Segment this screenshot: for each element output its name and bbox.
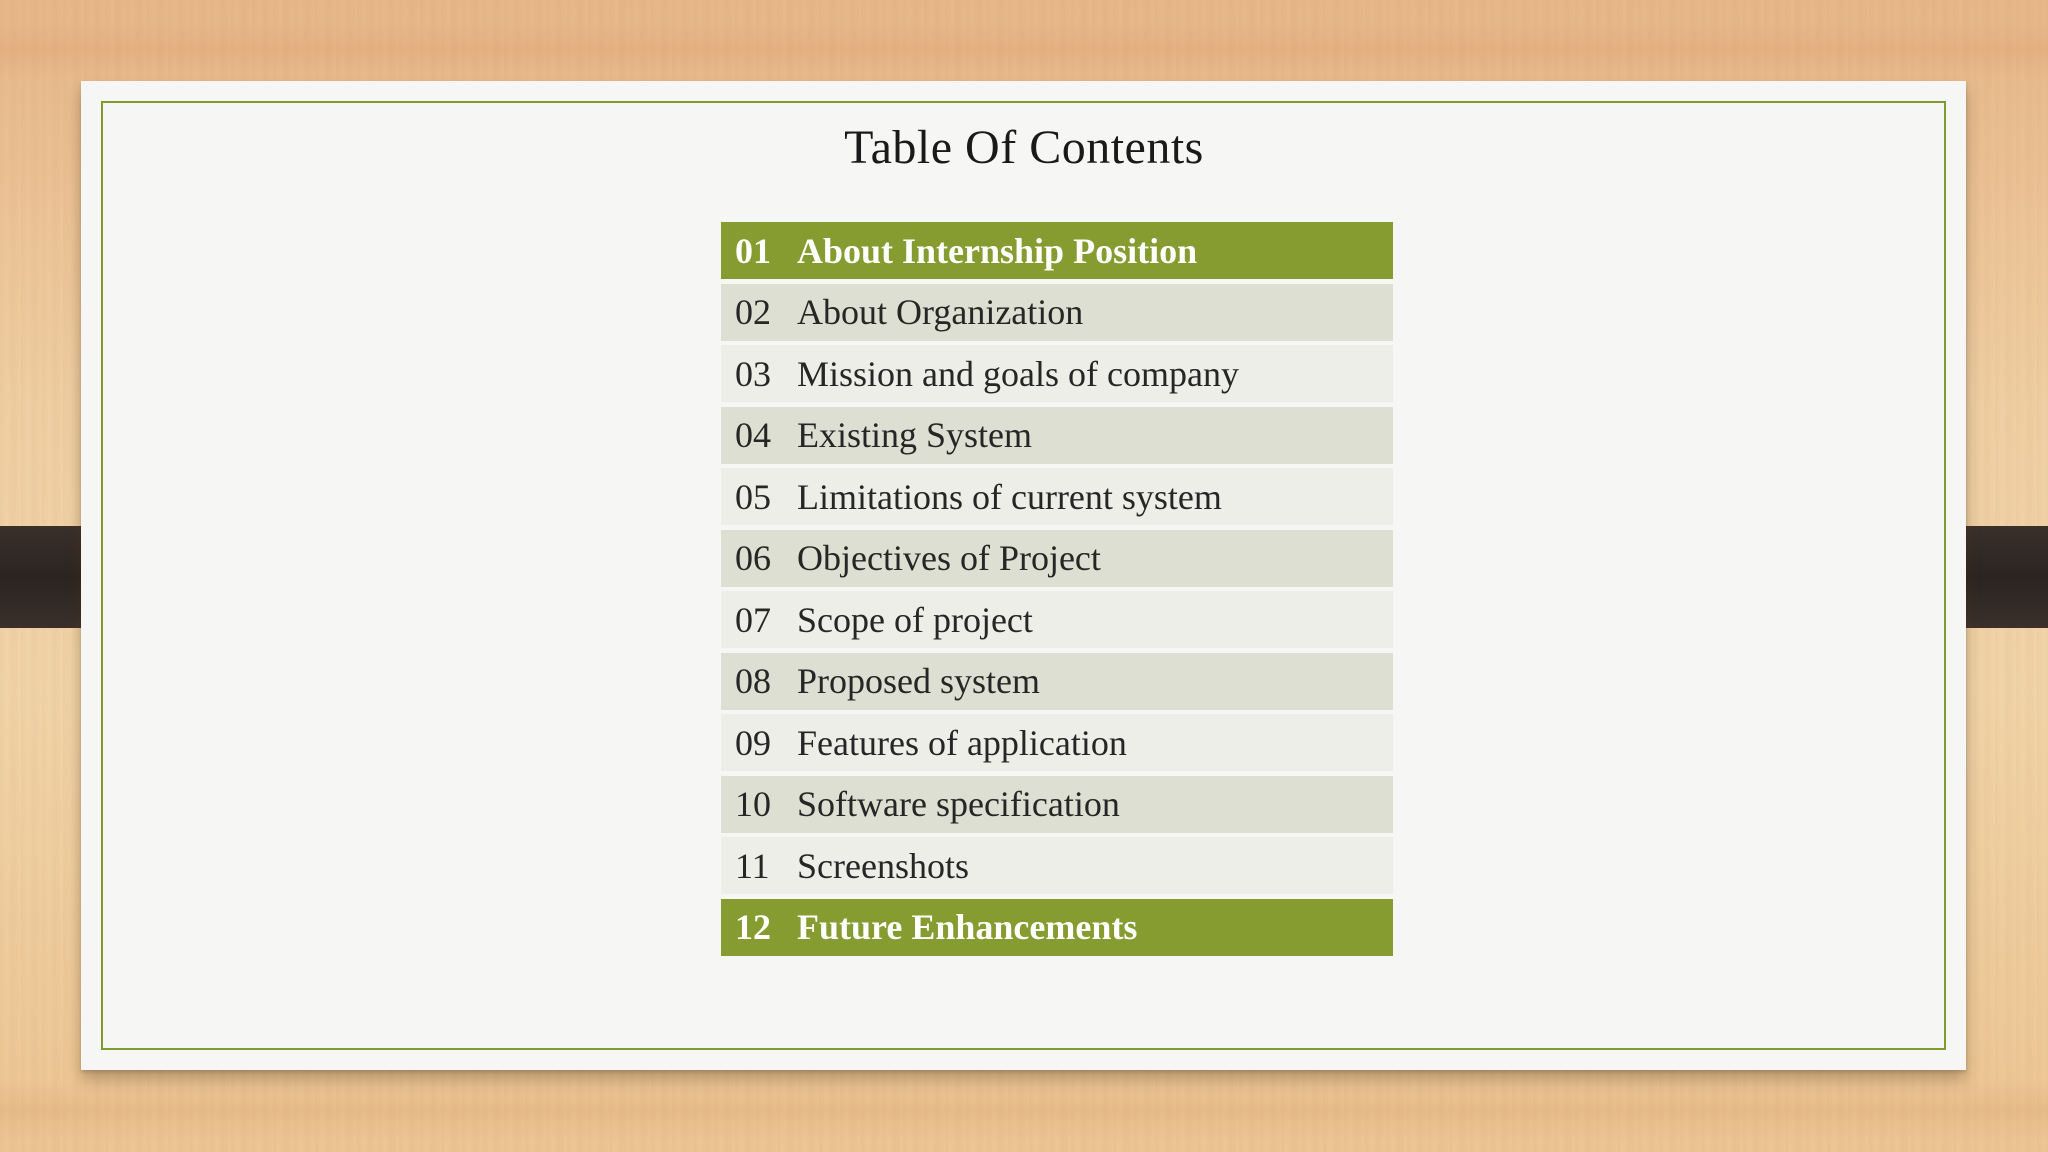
toc-number: 10 <box>735 784 771 824</box>
toc-row <box>721 653 1393 710</box>
toc-row <box>721 284 1393 341</box>
toc-label: Mission and goals of company <box>797 353 1239 394</box>
toc-row <box>721 899 1393 956</box>
toc-label: Screenshots <box>797 845 969 886</box>
toc-row <box>721 345 1393 402</box>
toc-row <box>721 714 1393 771</box>
toc-row <box>721 776 1393 833</box>
wood-background-streak <box>0 20 2048 80</box>
toc-label: Future Enhancements <box>797 907 1138 947</box>
toc-label: Features of application <box>797 722 1127 763</box>
toc-label: Limitations of current system <box>797 476 1222 517</box>
page-title: Table Of Contents <box>844 121 1204 174</box>
toc-row <box>721 222 1393 279</box>
toc-number: 03 <box>735 353 771 394</box>
wood-background-streak <box>0 1080 2048 1140</box>
toc-number: 08 <box>735 661 771 701</box>
toc-row <box>721 591 1393 648</box>
toc-label: Existing System <box>797 415 1033 455</box>
toc-label: About Internship Position <box>797 230 1198 271</box>
toc-number: 09 <box>735 722 771 763</box>
toc-number: 02 <box>735 292 771 332</box>
toc-label: Proposed system <box>797 661 1040 701</box>
toc-number: 01 <box>735 230 771 271</box>
toc-label: Software specification <box>797 784 1120 824</box>
toc-label: Objectives of Project <box>797 538 1101 578</box>
table-of-contents <box>721 222 1393 960</box>
toc-row <box>721 837 1393 894</box>
toc-label: About Organization <box>797 292 1084 332</box>
toc-number: 06 <box>735 538 771 578</box>
toc-number: 05 <box>735 476 771 517</box>
toc-label: Scope of project <box>797 599 1033 640</box>
toc-row <box>721 530 1393 587</box>
toc-row <box>721 468 1393 525</box>
toc-number: 04 <box>735 415 771 455</box>
toc-number: 12 <box>735 907 771 947</box>
toc-row <box>721 407 1393 464</box>
toc-number: 07 <box>735 599 771 640</box>
toc-number: 11 <box>735 845 770 886</box>
